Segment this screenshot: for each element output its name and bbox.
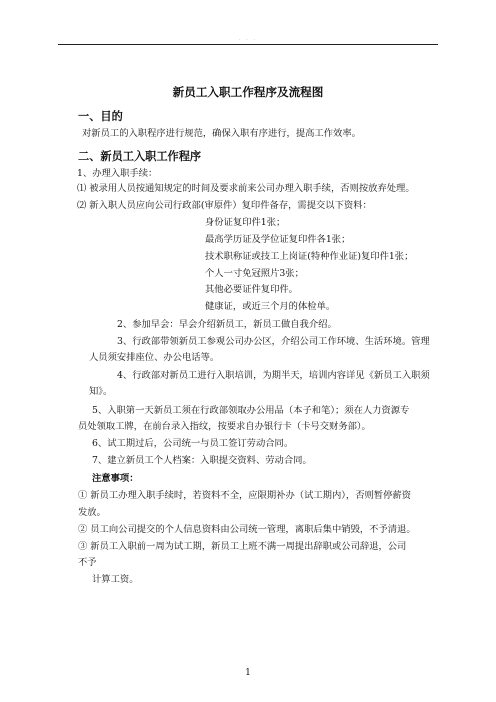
note-2: ② 员工向公司提交的个人信息资料由公司统一管理，离职后集中销毁，不予清退。 [78,524,416,535]
step1-item2: ⑵ 新入职人员应向公司行政部(审原件）复印件备存，需提交以下资料： [77,200,372,211]
section-heading-procedure: 二、新员工入职工作程序 [78,150,202,163]
note-1-cont: 发放。 [78,507,106,518]
doc-list-item: 身份证复印件1张； [205,217,286,228]
header-mark: . . . [239,36,257,42]
step5-text: 5、入职第一天新员工须在行政部领取办公用品（本子和笔）；须在人力资源专 [92,405,410,416]
step2-text: 2、参加早会：早会介绍新员工，新员工做自我介绍。 [117,319,337,330]
step4-text: 4、行政部对新员工进行入职培训，为期半天，培训内容详见《新员工入职须 [117,370,430,381]
purpose-text: 对新员工的入职程序进行规范，确保入职有序进行，提高工作效率。 [82,128,361,139]
note-3-cont2: 计算工资。 [92,574,139,585]
document-title: 新员工入职工作程序及流程图 [172,85,324,99]
note-3-cont: 不予 [78,557,97,568]
step6-text: 6、试工期过后，公司统一与员工签订劳动合同。 [92,438,294,449]
step1-item1: ⑴ 被录用人员按通知规定的时间及要求前来公司办理入职手续，否则按放弃处理。 [77,183,415,194]
doc-list-item: 个人一寸免冠照片3张； [205,268,304,279]
header-rule [58,44,438,45]
step4-text-cont: 知》。 [89,386,113,397]
step3-text: 3、行政部带领新员工参观公司办公区，介绍公司工作环境、生活环境。管理 [117,336,430,347]
doc-list-item: 技术职称证或技工上岗证(特种作业证)复印件1张； [205,251,414,262]
doc-list-item: 最高学历证及学位证复印件各1张； [205,234,351,245]
notes-heading: 注意事项： [92,473,139,484]
step1-label: 1、办理入职手续： [77,168,158,179]
note-1: ① 新员工办理入职手续时，若资料不全，应限期补办（试工期内），否则暂停薪资 [78,490,411,501]
page-number: 1 [245,668,251,678]
note-3: ③ 新员工入职前一周为试工期，新员工上班不满一周提出辞职或公司辞退，公司 [78,541,407,552]
section-heading-purpose: 一、目的 [78,110,123,123]
step7-text: 7、建立新员工个人档案：入职提交资料、劳动合同。 [92,455,312,466]
step3-text-cont: 人员须安排座位、办公电话等。 [89,352,220,363]
step5-text-cont: 员处领取工牌，在前台录入指纹，按要求自办银行卡（卡号交财务部）。 [78,421,371,432]
doc-list-item: 其他必要证件复印件。 [205,284,298,295]
doc-list-item: 健康证，或近三个月的体检单。 [205,301,336,312]
